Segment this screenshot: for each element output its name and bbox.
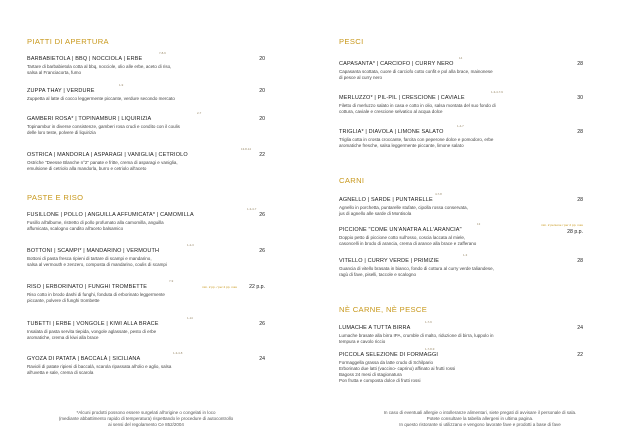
allergen-code: 1-3-4-8 <box>173 351 183 355</box>
allergen-code: 1-4-7 <box>457 124 464 128</box>
allergen-code: 1-7-9 <box>425 320 432 324</box>
item-description: Insalata di pasta servita tiepida, vongole aglassate, pesto di erbe aromatiche, crema di kiwi alla brace <box>27 328 157 340</box>
allergen-code: 1-3-4-7 <box>247 207 257 211</box>
menu-item <box>27 83 265 102</box>
allergen-code: 7-8-9 <box>159 51 166 55</box>
allergen-code: 2-7 <box>197 111 202 115</box>
allergen-code: 1-3-4-7-9 <box>491 90 503 94</box>
item-price: 28 p.p. <box>567 229 583 235</box>
item-description: Agnello in porchetta, puntarelle stufate, cipolla rossa conservata, jus di agnello alle sarde di Montisola <box>339 204 468 216</box>
menu-item <box>339 253 583 278</box>
item-description: Ostriche "Deesse Blanche n°2" panate e fritte, crema di asparagi e vaniglia, emulsione di cetriolo alla mandorla, burro e cetriolo all'aceto <box>27 159 178 171</box>
item-description: Triglia cotta in crosta croccante, farcita con peperone dolce e pomodoro, erbe aromatiche fresche, salsa leggermente piccante, limone salato <box>339 136 494 148</box>
item-name: GAMBERI ROSA* | TOPINAMBUR | LIQUIRIZIA <box>27 116 152 122</box>
item-name: LUMACHE A TUTTA BIRRA <box>339 325 411 331</box>
item-price: 22 p.p. <box>249 284 265 290</box>
item-price: 20 <box>259 88 265 94</box>
item-price: 28 <box>577 197 583 203</box>
menu-item <box>27 51 265 76</box>
menu-item <box>339 222 583 247</box>
allergen-code: 1-9 <box>119 83 124 87</box>
menu-item <box>27 111 265 136</box>
item-note: min. 2 pp. / per 2 pp. max <box>202 284 238 289</box>
item-name: MERLUZZO* | PIL-PIL | CRESCIONE | CAVIALE <box>339 95 465 101</box>
item-description: Lumache brasate alla birra IPA, crumble di malto, riduzione di birra, luppolo in tempura e cavolo riccio <box>339 332 494 344</box>
section-title-ne-carne-ne-pesce: NÈ CARNE, NÈ PESCE <box>339 305 428 314</box>
menu-item <box>339 347 583 384</box>
section-title-pesci: PESCI <box>339 37 364 46</box>
menu-item <box>27 279 265 304</box>
item-name: BOTTONI | SCAMPI* | MANDARINO | VERMOUTH <box>27 248 160 254</box>
item-description: Bottoni di pasta fresca ripieni di tartare di scampi e mandarino, salsa al vermouth e zenzero, composta di mandarino, coulis di scampi <box>27 255 167 267</box>
menu-item <box>339 56 583 81</box>
allergen-code: 4-7-8 <box>435 192 442 196</box>
allergen-code: 13 <box>477 222 481 226</box>
item-price: 24 <box>577 325 583 331</box>
item-description: Capasanta scottata, cuore di carciofo cotto confit e pol alla brace, mainonese di pesce al curry nero <box>339 68 493 80</box>
item-name: PICCIONE "COME UN'ANATRA ALL'ARANCIA" <box>339 227 462 233</box>
allergen-code: 1-7-8-9 <box>425 347 435 351</box>
allergen-code: 7-9 <box>169 279 174 283</box>
section-title-paste-e-riso: PASTE E RISO <box>27 193 84 202</box>
item-description: Doppio petto di piccione cotto sull'osso, coscia laccata al miele, casoncelli in brodo di arancia, crema di arance alla brace e zafferano <box>339 234 477 246</box>
footer-note-left: *Alcuni prodotti possono essere surgelati all'origine o congelati in loco (mediante abbattimento rapido di temperatura) rispettando le procedure di autocontrollo ai sensi del regolamento Ce 852/2004 <box>58 410 234 427</box>
menu-item <box>339 90 583 115</box>
section-title-piatti-di-apertura: PIATTI DI APERTURA <box>27 37 109 46</box>
item-price: 22 <box>577 352 583 358</box>
menu-item <box>27 207 265 232</box>
item-name: TUBETTI | ERBE | VONGOLE | KIWI ALLA BRACE <box>27 321 159 327</box>
item-price: 30 <box>577 95 583 101</box>
menu-item <box>339 192 583 217</box>
item-name: RISO | ERBORINATO | FUNGHI TROMBETTE <box>27 284 148 290</box>
item-name: PICCOLA SELEZIONE DI FORMAGGI <box>339 352 439 358</box>
allergen-code: 13-8-14 <box>241 147 251 151</box>
item-description: Zuppetta al latte di cocco leggermente piccante, verdure secondo mercato <box>27 95 175 101</box>
item-price: 20 <box>259 56 265 62</box>
item-price: 26 <box>259 212 265 218</box>
item-name: FUSILLONE | POLLO | ANGUILLA AFFUMICATA* | CAMOMILLA <box>27 212 194 218</box>
item-name: ZUPPA THAY | VERDURE <box>27 88 95 94</box>
item-description: Tartare di barbabietola cotta al bbq, nocciole, olio alle erbe, aceto di riso, salsa al Franciacorta, fumo <box>27 63 172 75</box>
item-price: 28 <box>577 61 583 67</box>
menu-item <box>339 124 583 149</box>
allergen-code: 1-3 <box>463 253 468 257</box>
item-description: Ravioli di patate ripieni di baccalà, scarola ripassata all'olio e aglio, salsa all'uvetta e sale, crema di scarola <box>27 363 172 375</box>
menu-item <box>27 351 265 376</box>
menu-item <box>339 320 583 345</box>
item-name: BARBABIETOLA | BBQ | NOCCIOLA | ERBE <box>27 56 143 62</box>
item-price: 24 <box>259 356 265 362</box>
allergen-code: 1-14 <box>187 316 193 320</box>
item-name: CAPASANTA* | CARCIOFO | CURRY NERO <box>339 61 454 67</box>
allergen-code: 14 <box>459 56 463 60</box>
section-title-carni: CARNI <box>339 176 365 185</box>
item-name: TRIGLIA* | DIAVOLA | LIMONE SALATO <box>339 129 444 135</box>
item-price: 26 <box>259 321 265 327</box>
item-name: VITELLO | CURRY VERDE | PRIMIZIE <box>339 258 440 264</box>
menu-item <box>27 147 265 172</box>
item-price: 28 <box>577 129 583 135</box>
item-name: OSTRICA | MANDORLA | ASPARAGI | VANIGLIA | CETRIOLO <box>27 152 188 158</box>
menu-item <box>27 316 265 341</box>
item-price: 28 <box>577 258 583 264</box>
item-price: 20 <box>259 116 265 122</box>
item-description: Topinambur in diverse consistenze, gamberi rosa crudi e condito con il coulis delle loro teste, polvere di liquirizia <box>27 123 180 135</box>
item-note: min. 2 persone / per 2 pp. max <box>541 223 583 227</box>
item-description: Riso cotto in brodo dashi di funghi, fonduta di erborinato leggermente piccante, polvere di funghi trombette <box>27 291 165 303</box>
item-price: 22 <box>259 152 265 158</box>
allergen-code: 1-2-3 <box>187 243 194 247</box>
item-description: Fusillo all'albume, ristretto di pollo profumato alla camomilla, anguilla affumicata, scalogno candito all'aceto balsamico <box>27 219 164 231</box>
item-name: AGNELLO | SARDE | PUNTARELLE <box>339 197 433 203</box>
item-price: 26 <box>259 248 265 254</box>
item-description: Filetto di merluzzo salato in casa e cotto in olio, salsa montata del suo fondo di cottura, caviale e crescione selvatico al acqua dolce <box>339 102 496 114</box>
item-name: GYOZA DI PATATA | BACCALÀ | SICILIANA <box>27 356 141 362</box>
menu-item <box>27 243 265 268</box>
item-description: Guancia di vitello brasata in bianco, fondo di cottura al curry verde taliandese, ragù di fave, piselli, taccole e scalogno <box>339 265 494 277</box>
footer-note-right: In caso di eventuali allergie o intolleranze alimentari, siete pregati di avvisare il personale di sala. Potete consultare la tabella allergeni in ultima pagina. In questo ristorante si utilizzano e vengono lavorate fave e prodotti a base di fave <box>383 410 577 427</box>
item-description: Formaggella grassa da latte crudo di Schilpario Erborinato due latti (vaccino- caprino) affinato ai frutti rossi Bagoss 24 mesi di stagionatura Pon frutta e composta dolce di frutti rossi <box>339 359 456 383</box>
